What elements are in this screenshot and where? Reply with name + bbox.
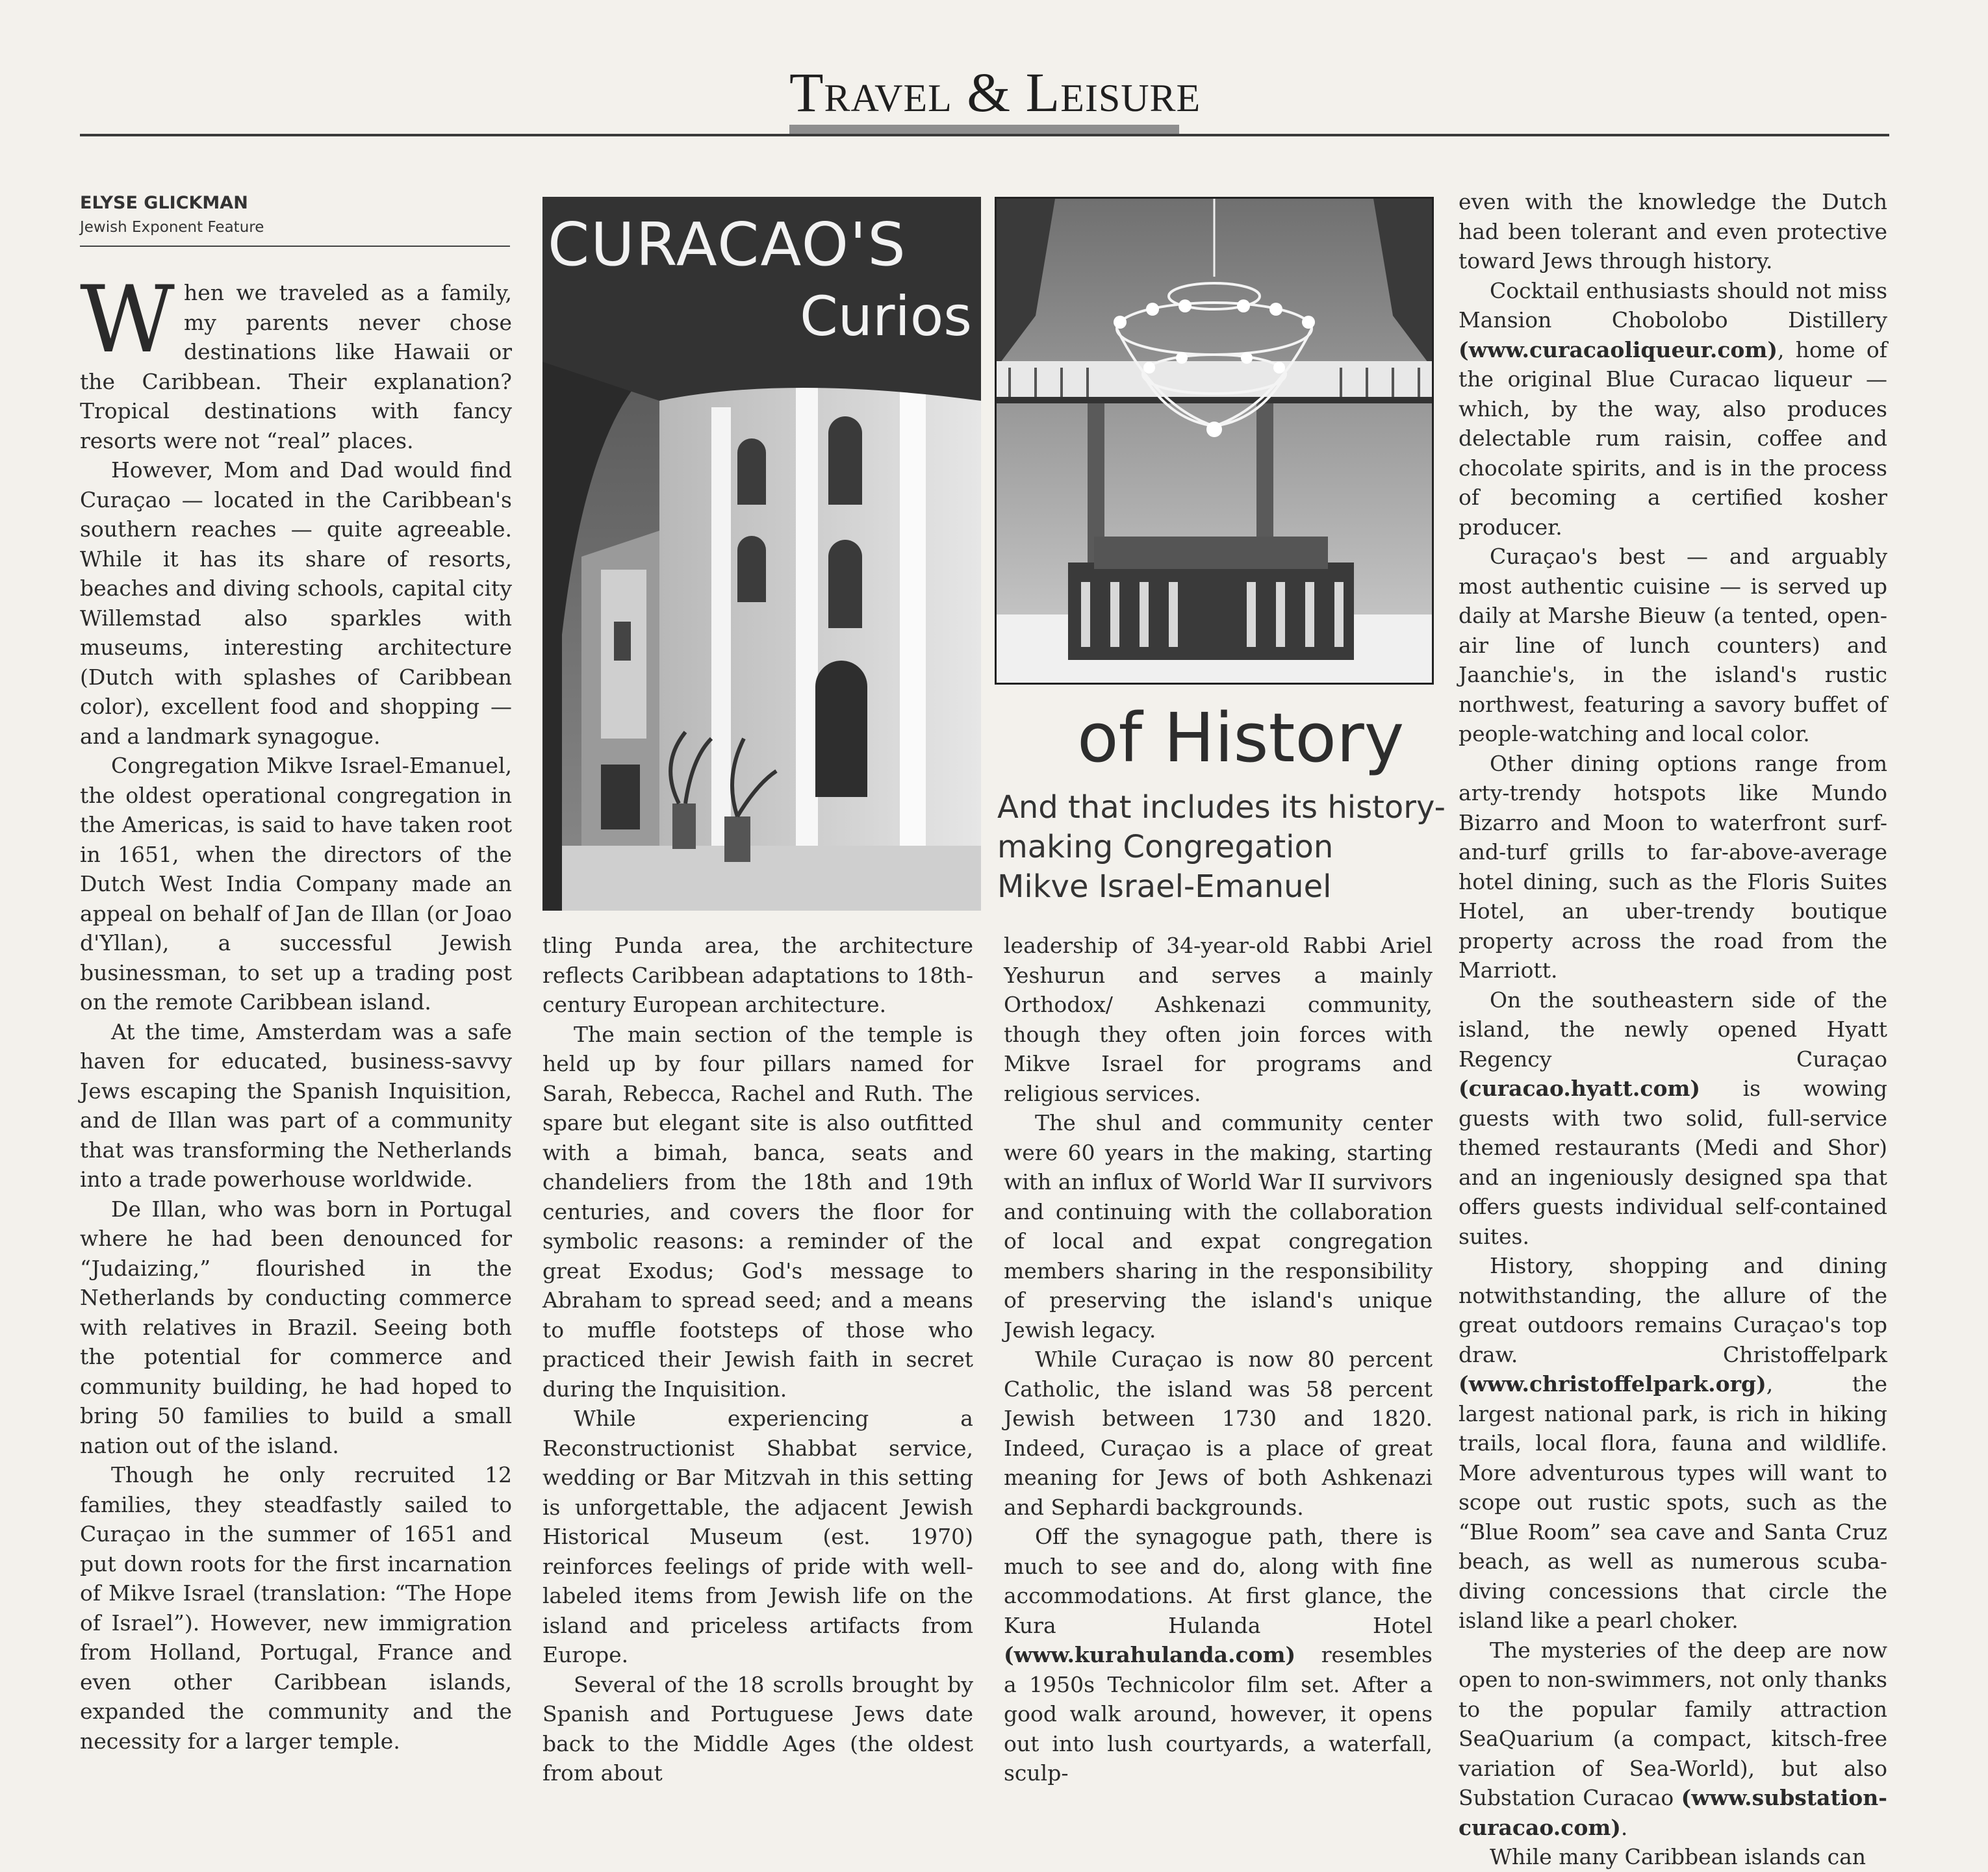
byline-divider [80,246,510,247]
paragraph-7 [1459,1636,1887,1843]
paragraph-3: Curaçao's best — and arguably most authentic cuisine — is served up daily at Marshe Bieuw (a tented, open-air line of lunch counters) and Jaanchie's, in the island's rustic northwest, featuring a savory buffet of people-watching and local color. [1459,544,1887,746]
paragraph-2 [1459,276,1887,542]
paragraph-6 [1459,1251,1887,1636]
paragraph-6: Though he only recruited 12 families, they steadfastly sailed to Curaçao in the summer of 1651 and put down roots for the first incarnation of Mikve Israel (translation: “The Hope of Israel”). However, new immigration from Holland, Portugal, France and even other Caribbean islands, expanded the community and the necessity for a larger temple. [80,1462,512,1754]
paragraph-text: On the southeastern side of the island, the newly opened Hyatt Regency Curaçao [1459,987,1887,1072]
distillery-link[interactable]: (www.curacaoliqueur.com) [1459,336,1778,362]
paragraph-2: However, Mom and Dad would find Curaçao — located in the Caribbean's southern reaches — quite agreeable. While it has its share of resorts, beaches and diving schools, capital city Willemstad also sparkles with museums, interesting architecture (Dutch with splashes of Caribbean color), excellent food and shopping — and a landmark synagogue. [80,457,512,749]
paragraph-2: The shul and community center were 60 years in the making, starting with an influx of World War II survivors and continuing with the collaboration of local and expat congregation members sharing in the responsibility of preserving the island's unique Jewish legacy. [1004,1110,1433,1343]
paragraph-5: De Illan, who was born in Portugal where he had been denounced for “Judaizing,” flourished in the Netherlands by conducting commerce with relatives in Brazil. Seeing both the potential for commerce and community building, he had hoped to bring 50 families to build a small nation out of the island. [80,1196,512,1458]
paragraph-4: Several of the 18 scrolls brought by Spanish and Portuguese Jews date back to the Middle Ages (the oldest from about [542,1671,973,1786]
paragraph-4: At the time, Amsterdam was a safe haven for educated, business-savvy Jews escaping the Spanish Inquisition, and de Illan was part of a community that was transforming the Netherlands into a trade powerhouse worldwide. [80,1018,512,1192]
hyatt-link[interactable]: (curacao.hyatt.com) [1459,1076,1701,1101]
paragraph-1 [80,266,512,455]
byline-publication: Jewish Exponent Feature [80,219,264,236]
paragraph-text: History, shopping and dining notwithstanding, the allure of the great outdoors remains Curaçao's top draw. Christoffelpark [1459,1253,1887,1367]
article-column-2 [542,931,973,1786]
christoffelpark-link[interactable]: (www.christoffelpark.org) [1459,1371,1766,1397]
headline-line-1: CURACAO'S [548,210,907,279]
paragraph-1: even with the knowledge the Dutch had been tolerant and even protective toward Jews through history. [1459,189,1887,273]
subheadline-line-2: making Congregation [997,829,1334,865]
article-column-3 [1004,931,1433,1786]
paragraph-text: , home of the original Blue Curacao liqueur — which, by the way, also produces delectable rum raisin, coffee and chocolate spirits, and is in the process of becoming a certified kosher producer. [1459,336,1887,540]
courtyard-photo [542,362,981,911]
paragraph-3: Congregation Mikve Israel-Emanuel, the oldest operational congregation in the Americas, is said to have taken root in 1651, when the directors of the Dutch West India Company made an appeal on behalf of Jan de Illan (or Joao d'Yllan), a successful Jewish businessman, to set up a trading post on the remote Caribbean island. [80,753,512,1015]
paragraph-5 [1459,985,1887,1252]
paragraph-1: tling Punda area, the architecture reflects Caribbean adaptations to 18th-century European architecture. [542,933,973,1017]
paragraph-text: Off the synagogue path, there is much to see and do, along with fine accommodations. At first glance, the Kura Hulanda Hotel [1004,1524,1433,1638]
byline-author: ELYSE GLICKMAN [80,193,248,213]
paragraph-text: , the largest national park, is rich in hiking trails, local flora, fauna and wildlife. More adventurous types will want to scope out rustic spots, such as the “Blue Room” sea cave and Santa Cruz beach, as well as numerous scuba-diving concessions that circle the island like a pearl choker. [1459,1371,1887,1633]
headline-line-3: of History [1077,698,1405,778]
paragraph-4: Other dining options range from arty-trendy hotspots like Mundo Bizarro and Moon to waterfront surf-and-turf grills to far-above-average hotel dining, such as the Floris Suites Hotel, an uber-trendy boutique property across the road from the Marriott. [1459,750,1887,983]
headline-line-2: Curios [800,285,972,348]
paragraph-2: The main section of the temple is held up by four pillars named for Sarah, Rebecca, Rachel and Ruth. The spare but elegant site is also outfitted with a bimah, banca, seats and chandeliers from the 18th and 19th centuries, and covers the floor for symbolic reasons: a reminder of the great Exodus; God's message to Abraham to spread seed; and a means to muffle footsteps of those who practiced their Jewish faith in secret during the Inquisition. [542,1021,973,1402]
section-title-underline [789,125,1179,134]
paragraph-text: Cocktail enthusiasts should not miss Mansion Chobolobo Distillery [1459,277,1887,333]
substation-link[interactable]: (www.substation-curacao.com) [1459,1785,1887,1840]
synagogue-photo [995,197,1434,685]
headline-box [542,197,981,362]
paragraph-text: hen we traveled as a family, my parents never chose destinations like Hawaii or the Caribbean. Their explanation? Tropical destinations with fancy resorts were not “real” places. [80,280,512,453]
paragraph-text: . [1620,1814,1628,1840]
subheadline-line-1: And that includes its history- [997,789,1446,826]
section-title: Travel & Leisure [789,61,1201,123]
drop-cap: W [80,266,175,373]
paragraph-text: The mysteries of the deep are now open to non-swimmers, not only thanks to the popular family attraction SeaQuarium (a compact, kitsch-free variation of Sea-World), but also Substation Curacao [1459,1637,1887,1810]
paragraph-text: resembles a 1950s Technicolor film set. After a good walk around, however, it opens out into lush courtyards, a waterfall, sculp- [1004,1642,1433,1786]
paragraph-4 [1004,1522,1433,1788]
paragraph-1: leadership of 34-year-old Rabbi Ariel Yeshurun and serves a mainly Orthodox/ Ashkenazi community, though they often join forces with Mikve Israel for programs and religious services. [1004,933,1433,1106]
hotel-link[interactable]: (www.kurahulanda.com) [1004,1642,1296,1667]
paragraph-3: While experiencing a Reconstructionist Shabbat service, wedding or Bar Mitzvah in this setting is unforgettable, the adjacent Jewish Historical Museum (est. 1970) reinforces feelings of pride with well-labeled items from Jewish life on the island and priceless artifacts from Europe. [542,1406,973,1667]
subheadline-line-3: Mikve Israel-Emanuel [997,868,1332,905]
paragraph-3: While Curaçao is now 80 percent Catholic, the island was 58 percent Jewish between 1730 and 1820. Indeed, Curaçao is a place of great meaning for Jews of both Ashkenazi and Sephardi backgrounds. [1004,1347,1433,1520]
subheadline [997,788,1446,907]
paragraph-8: While many Caribbean islands can [1490,1844,1867,1869]
article-column-1 [80,266,512,1754]
paragraph-text: is wowing guests with two solid, full-service themed restaurants (Medi and Shor) and an ingeniously designed spa that offers guests individual self-contained suites. [1459,1076,1887,1249]
header-rule [80,134,1889,136]
article-column-4 [1459,187,1887,1869]
